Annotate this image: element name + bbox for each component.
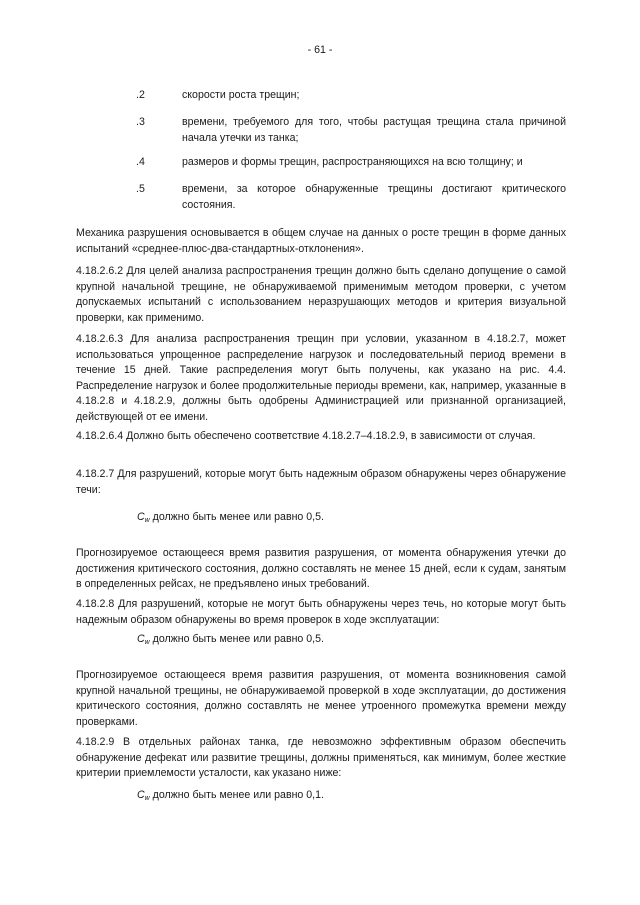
paragraph-leak-detection-time: Прогнозируемое остающееся время развития разрушения, от момента обнаружения утечки до достижения критического состояния, должно составлять не менее 15 дней, если к судам, занятым в определенных рейсах, не предъявлено иных требований. (76, 547, 566, 590)
formula-cw-0-5-b (137, 632, 324, 651)
formula-text: должно быть менее или равно 0,5. (149, 511, 324, 523)
formula-text: должно быть менее или равно 0,1. (149, 789, 324, 801)
list-item-text: скорости роста трещин; (182, 89, 300, 101)
formula-symbol: C (137, 789, 145, 801)
paragraph-4-18-2-6-3: 4.18.2.6.3 Для анализа распространения трещин при условии, указанном в 4.18.2.7, может использоваться упрощенное распределение нагрузок и последовательный период времени в течение 15 дней. Такие распределения могут быть получены, как указано на рис. 4.4. Распределение нагрузок и более продолжительные периоды времени, как, например, указанные в 4.18.2.8 и 4.18.2.9, должны быть одобрены Администрацией или признанной организацией, действующей от ее имени. (76, 333, 566, 423)
paragraph-4-18-2-7: 4.18.2.7 Для разрушений, которые могут быть надежным образом обнаружены через обнаружение течи: (76, 468, 566, 496)
paragraph-4-18-2-6-4: 4.18.2.6.4 Должно быть обеспечено соответствие 4.18.2.7–4.18.2.9, в зависимости от случая. (76, 430, 536, 442)
paragraph-4-18-2-6-2: 4.18.2.6.2 Для целей анализа распространения трещин должно быть сделано допущение о самой крупной начальной трещине, не обнаруживаемой применимым методом проверки, с учетом допускаемых испытаний с использованием неразрушающих методов и критерия визуальной проверки, как применимо. (76, 265, 566, 324)
list-item-number: .4 (136, 156, 145, 168)
list-item-text: времени, требуемого для того, чтобы растущая трещина стала причиной начала утечки из танка; (182, 116, 566, 144)
paragraph-inspection-interval: Прогнозируемое остающееся время развития разрушения, от момента возникновения самой крупной начальной трещины, не обнаруживаемой проверкой в ходе эксплуатации, до достижения критического состояния, должно составлять не менее утроенного промежутка времени между проверками. (76, 669, 566, 728)
formula-text: должно быть менее или равно 0,5. (149, 633, 324, 645)
list-item-text: времени, за которое обнаруженные трещины достигают критического состояния. (182, 183, 566, 211)
list-item-number: .5 (136, 183, 145, 195)
paragraph-fracture-mechanics: Механика разрушения основывается в общем случае на данных о росте трещин в форме данных испытаний «среднее-плюс-два-стандартных-отклонения». (76, 227, 566, 255)
list-item-number: .2 (136, 89, 145, 101)
page-number: - 61 - (307, 44, 333, 56)
paragraph-4-18-2-9: 4.18.2.9 В отдельных районах танка, где невозможно эффективным образом обеспечить обнаружение дефекат или развитие трещины, должны применяться, как минимум, более жесткие критерии приемлемости усталости, как указано ниже: (76, 736, 566, 779)
list-item-text: размеров и формы трещин, распространяющихся на всю толщину; и (182, 156, 523, 168)
list-item-number: .3 (136, 116, 145, 128)
paragraph-4-18-2-8: 4.18.2.8 Для разрушений, которые не могут быть обнаружены через течь, но которые могут быть надежным образом обнаружены во время проверок в ходе эксплуатации: (76, 598, 566, 626)
formula-subscript: w (144, 517, 150, 524)
formula-symbol: C (137, 511, 145, 523)
formula-subscript: w (144, 795, 150, 802)
formula-subscript: w (144, 639, 150, 646)
formula-symbol: C (137, 633, 145, 645)
formula-cw-0-5-a (137, 510, 324, 529)
formula-cw-0-1 (137, 788, 324, 807)
